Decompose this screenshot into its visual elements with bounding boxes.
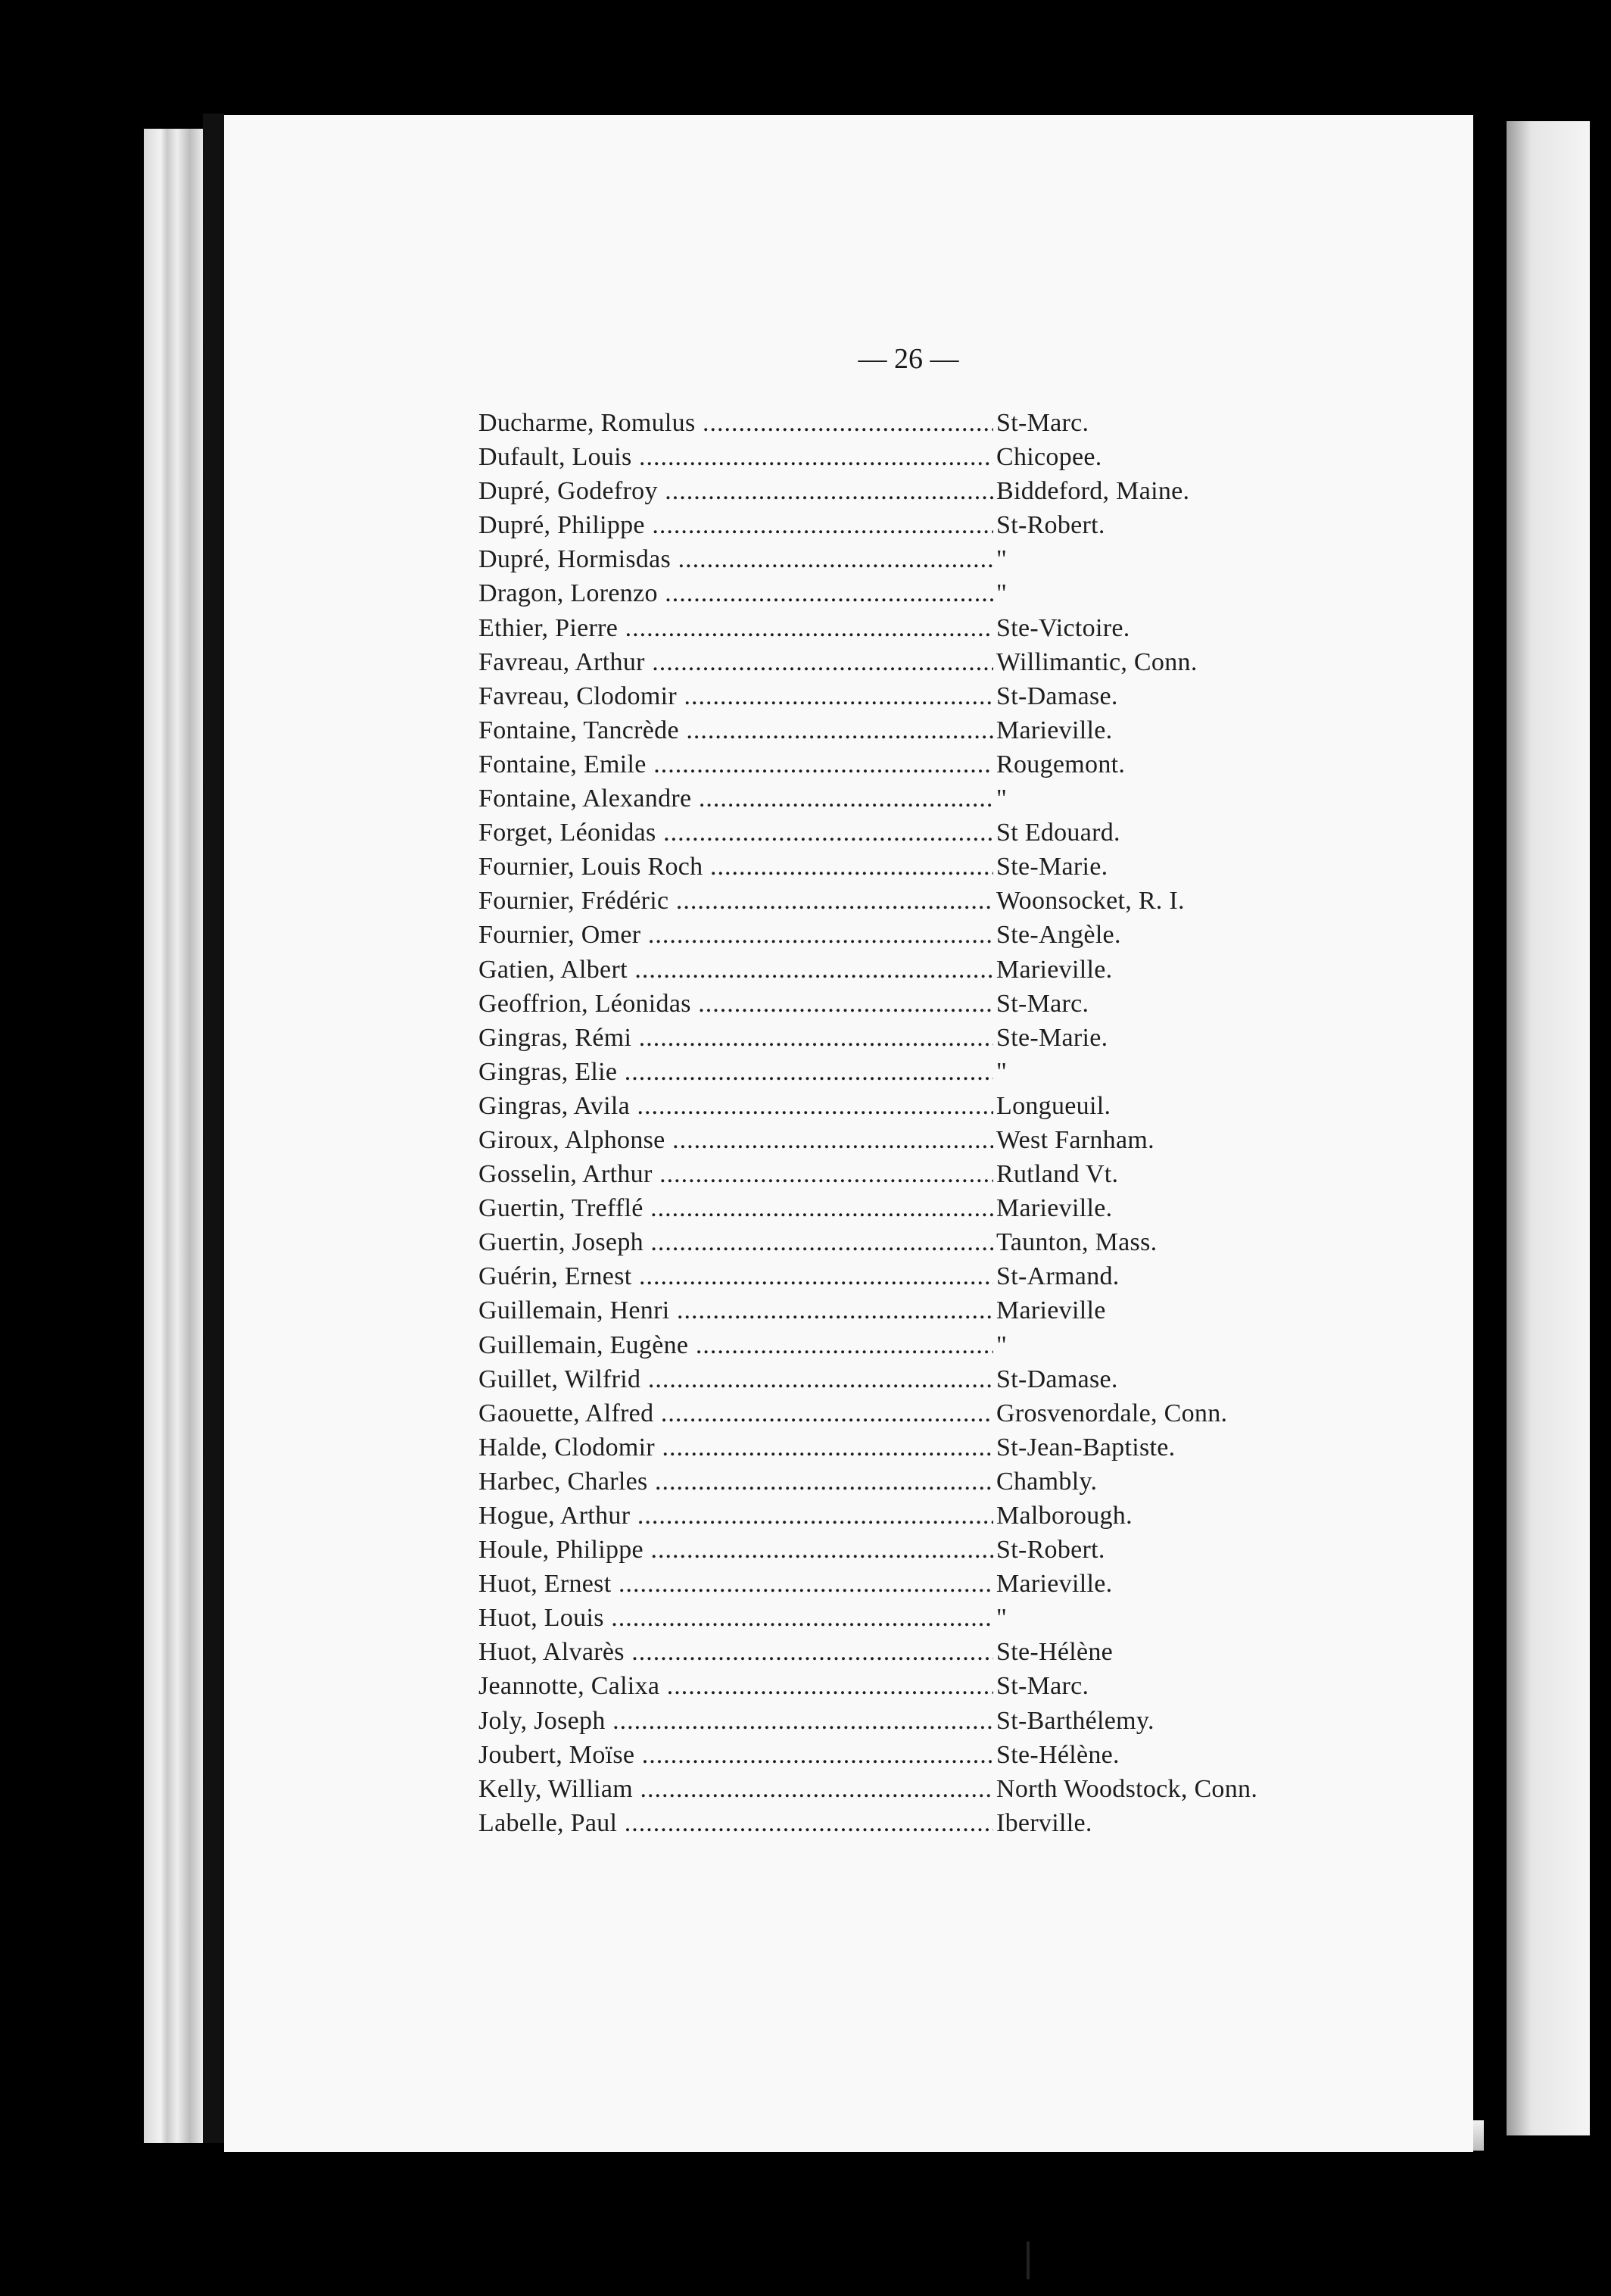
list-item bbox=[478, 576, 1349, 610]
list-item bbox=[478, 440, 1349, 474]
entry-place: " bbox=[993, 542, 1007, 576]
entry-name: Joly, Joseph ..... bbox=[478, 1704, 993, 1738]
entry-name: Gingras, Avila ..... bbox=[478, 1089, 993, 1123]
entry-name: Gaouette, Alfred ..... bbox=[478, 1396, 993, 1430]
entry-name: Gingras, Elie ..... bbox=[478, 1055, 993, 1089]
list-item bbox=[478, 1533, 1349, 1567]
entry-name: Forget, Léonidas ..... bbox=[478, 816, 993, 850]
list-item bbox=[478, 474, 1349, 508]
entry-place: Iberville. bbox=[993, 1806, 1092, 1840]
entry-place: St-Jean-Baptiste. bbox=[993, 1430, 1175, 1465]
list-item bbox=[478, 1225, 1349, 1259]
list-item bbox=[478, 1021, 1349, 1055]
entry-place: " bbox=[993, 1601, 1007, 1635]
list-item bbox=[478, 1259, 1349, 1293]
entry-place: Taunton, Mass. bbox=[993, 1225, 1157, 1259]
entry-place: Willimantic, Conn. bbox=[993, 645, 1198, 679]
name-place-list bbox=[478, 406, 1349, 1840]
list-item bbox=[478, 1704, 1349, 1738]
list-item bbox=[478, 1806, 1349, 1840]
list-item bbox=[478, 1157, 1349, 1191]
entry-name: Favreau, Arthur ..... bbox=[478, 645, 993, 679]
list-item bbox=[478, 1567, 1349, 1601]
entry-name: Ducharme, Romulus ..... bbox=[478, 406, 993, 440]
list-item bbox=[478, 987, 1349, 1021]
list-item bbox=[478, 542, 1349, 576]
scan-speck bbox=[1027, 2241, 1030, 2279]
list-item bbox=[478, 918, 1349, 952]
list-item bbox=[478, 679, 1349, 713]
list-item bbox=[478, 1328, 1349, 1362]
entry-name: Gingras, Rémi ..... bbox=[478, 1021, 993, 1055]
entry-name: Gatien, Albert ..... bbox=[478, 953, 993, 987]
entry-place: Chambly. bbox=[993, 1465, 1097, 1499]
entry-place: St-Marc. bbox=[993, 406, 1089, 440]
entry-name: Dupré, Godefroy ..... bbox=[478, 474, 993, 508]
entry-place: St-Marc. bbox=[993, 1669, 1089, 1703]
list-item bbox=[478, 1499, 1349, 1533]
list-item bbox=[478, 1123, 1349, 1157]
list-item bbox=[478, 884, 1349, 918]
entry-place: Ste-Hélène bbox=[993, 1635, 1113, 1669]
entry-name: Labelle, Paul ..... bbox=[478, 1806, 993, 1840]
list-item bbox=[478, 850, 1349, 884]
entry-name: Gosselin, Arthur ..... bbox=[478, 1157, 993, 1191]
entry-name: Huot, Alvarès ..... bbox=[478, 1635, 993, 1669]
entry-place: Ste-Marie. bbox=[993, 1021, 1108, 1055]
entry-name: Fournier, Louis Roch ..... bbox=[478, 850, 993, 884]
entry-name: Fontaine, Alexandre ..... bbox=[478, 781, 993, 816]
entry-place: Marieville. bbox=[993, 953, 1112, 987]
list-item bbox=[478, 1396, 1349, 1430]
list-item bbox=[478, 1772, 1349, 1806]
entry-name: Huot, Louis ..... bbox=[478, 1601, 993, 1635]
entry-name: Houle, Philippe ..... bbox=[478, 1533, 993, 1567]
entry-place: " bbox=[993, 1328, 1007, 1362]
list-item bbox=[478, 1738, 1349, 1772]
entry-place: Malborough. bbox=[993, 1499, 1133, 1533]
entry-place: Grosvenordale, Conn. bbox=[993, 1396, 1227, 1430]
list-item bbox=[478, 1191, 1349, 1225]
entry-place: Longueuil. bbox=[993, 1089, 1111, 1123]
list-item bbox=[478, 406, 1349, 440]
entry-name: Kelly, William ..... bbox=[478, 1772, 993, 1806]
entry-place: Biddeford, Maine. bbox=[993, 474, 1189, 508]
list-item bbox=[478, 713, 1349, 747]
entry-place: North Woodstock, Conn. bbox=[993, 1772, 1257, 1806]
list-item bbox=[478, 508, 1349, 542]
entry-name: Harbec, Charles ..... bbox=[478, 1465, 993, 1499]
entry-name: Fournier, Frédéric ..... bbox=[478, 884, 993, 918]
entry-place: " bbox=[993, 1055, 1007, 1089]
entry-name: Favreau, Clodomir ..... bbox=[478, 679, 993, 713]
list-item bbox=[478, 816, 1349, 850]
entry-name: Fontaine, Tancrède ..... bbox=[478, 713, 993, 747]
list-item bbox=[478, 611, 1349, 645]
list-item bbox=[478, 1430, 1349, 1465]
entry-name: Huot, Ernest ..... bbox=[478, 1567, 993, 1601]
entry-name: Hogue, Arthur ..... bbox=[478, 1499, 993, 1533]
list-item bbox=[478, 1055, 1349, 1089]
list-item bbox=[478, 1362, 1349, 1396]
entry-place: Marieville bbox=[993, 1293, 1106, 1327]
entry-name: Ethier, Pierre ..... bbox=[478, 611, 993, 645]
entry-place: Chicopee. bbox=[993, 440, 1102, 474]
entry-name: Guillemain, Henri ..... bbox=[478, 1293, 993, 1327]
entry-place: Ste-Victoire. bbox=[993, 611, 1130, 645]
entry-place: Rutland Vt. bbox=[993, 1157, 1118, 1191]
entry-name: Jeannotte, Calixa ..... bbox=[478, 1669, 993, 1703]
entry-name: Guillemain, Eugène ..... bbox=[478, 1328, 993, 1362]
entry-place: St-Marc. bbox=[993, 987, 1089, 1021]
facing-page-edge bbox=[1507, 121, 1590, 2135]
entry-name: Guertin, Joseph ..... bbox=[478, 1225, 993, 1259]
entry-name: Dragon, Lorenzo ..... bbox=[478, 576, 993, 610]
entry-place: St-Damase. bbox=[993, 679, 1118, 713]
entry-place: Ste-Hélène. bbox=[993, 1738, 1120, 1772]
entry-name: Guillet, Wilfrid ..... bbox=[478, 1362, 993, 1396]
entry-place: St-Robert. bbox=[993, 1533, 1105, 1567]
entry-place: Ste-Marie. bbox=[993, 850, 1108, 884]
entry-name: Fournier, Omer ..... bbox=[478, 918, 993, 952]
entry-place: Woonsocket, R. I. bbox=[993, 884, 1185, 918]
entry-place: St-Robert. bbox=[993, 508, 1105, 542]
entry-place: " bbox=[993, 781, 1007, 816]
entry-name: Dufault, Louis ..... bbox=[478, 440, 993, 474]
list-item bbox=[478, 1635, 1349, 1669]
entry-name: Halde, Clodomir ..... bbox=[478, 1430, 993, 1465]
page-number: — 26 — bbox=[858, 343, 959, 375]
entry-place: Marieville. bbox=[993, 1191, 1112, 1225]
entry-place: St-Damase. bbox=[993, 1362, 1118, 1396]
entry-name: Guérin, Ernest ..... bbox=[478, 1259, 993, 1293]
entry-place: Marieville. bbox=[993, 713, 1112, 747]
scan-speck bbox=[1544, 12, 1590, 21]
entry-name: Geoffrion, Léonidas ..... bbox=[478, 987, 993, 1021]
entry-name: Dupré, Philippe ..... bbox=[478, 508, 993, 542]
entry-name: Guertin, Trefflé ..... bbox=[478, 1191, 993, 1225]
list-item bbox=[478, 1293, 1349, 1327]
entry-place: St Edouard. bbox=[993, 816, 1120, 850]
entry-place: Marieville. bbox=[993, 1567, 1112, 1601]
entry-name: Joubert, Moïse ..... bbox=[478, 1738, 993, 1772]
book-binding-shadow bbox=[203, 114, 224, 2143]
entry-name: Fontaine, Emile ..... bbox=[478, 747, 993, 781]
list-item bbox=[478, 1089, 1349, 1123]
entry-name: Giroux, Alphonse ..... bbox=[478, 1123, 993, 1157]
entry-place: " bbox=[993, 576, 1007, 610]
entry-place: Rougemont. bbox=[993, 747, 1125, 781]
list-item bbox=[478, 645, 1349, 679]
list-item bbox=[478, 1601, 1349, 1635]
list-item bbox=[478, 953, 1349, 987]
entry-place: West Farnham. bbox=[993, 1123, 1154, 1157]
list-item bbox=[478, 1465, 1349, 1499]
list-item bbox=[478, 747, 1349, 781]
entry-name: Dupré, Hormisdas ..... bbox=[478, 542, 993, 576]
list-item bbox=[478, 1669, 1349, 1703]
list-item bbox=[478, 781, 1349, 816]
entry-place: St-Armand. bbox=[993, 1259, 1120, 1293]
entry-place: Ste-Angèle. bbox=[993, 918, 1121, 952]
entry-place: St-Barthélemy. bbox=[993, 1704, 1154, 1738]
